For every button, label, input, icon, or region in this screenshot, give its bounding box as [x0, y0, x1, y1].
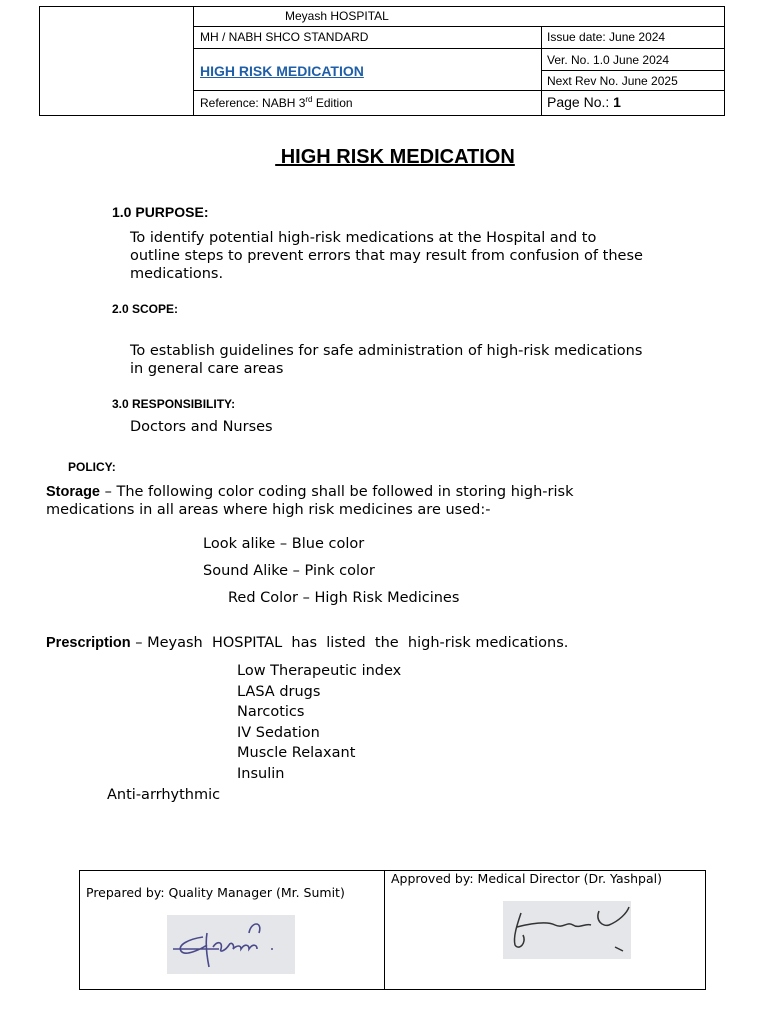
- medication-list: [237, 661, 401, 785]
- list-item: IV Sedation: [237, 724, 320, 741]
- color-code-sound-alike: Sound Alike – Pink color: [203, 563, 375, 579]
- header-divider: [541, 27, 542, 115]
- header-divider: [193, 48, 724, 49]
- signature-divider: [384, 871, 385, 989]
- color-code-look-alike: Look alike – Blue color: [203, 536, 365, 552]
- list-item: Low Therapeutic index: [237, 663, 402, 679]
- reference-suffix: Edition: [312, 96, 353, 110]
- reference-prefix: Reference: NABH 3: [200, 96, 306, 110]
- list-item-anti-arrhythmic: Anti-arrhythmic: [107, 787, 221, 803]
- header-divider: [193, 26, 724, 27]
- list-item: LASA drugs: [237, 683, 321, 700]
- approved-by: Approved by: Medical Director (Dr. Yashpal): [391, 871, 662, 886]
- storage-paragraph: [46, 483, 746, 519]
- document-header-table: [39, 6, 725, 116]
- scope-text: [130, 342, 642, 378]
- prescription-paragraph: [46, 634, 568, 652]
- header-divider: [541, 70, 724, 71]
- page-number: [547, 94, 621, 110]
- document-title-link[interactable]: HIGH RISK MEDICATION: [200, 63, 364, 79]
- page-label: Page No.:: [547, 94, 614, 110]
- purpose-line: outline steps to prevent errors that may result from confusion of these: [130, 248, 643, 264]
- hospital-name: Meyash HOSPITAL: [285, 9, 389, 23]
- header-divider: [193, 7, 194, 115]
- scope-line: in general care areas: [130, 361, 284, 377]
- version-number: Ver. No. 1.0 June 2024: [547, 53, 670, 67]
- storage-line: medications in all areas where high risk medicines are used:-: [46, 502, 491, 518]
- prescription-text: – Meyash HOSPITAL has listed the high-risk medications.: [130, 635, 569, 651]
- storage-label: Storage: [46, 484, 100, 500]
- scope-heading: 2.0 SCOPE:: [112, 302, 179, 316]
- standard-label: MH / NABH SHCO STANDARD: [200, 30, 369, 44]
- list-item: Muscle Relaxant: [237, 745, 356, 762]
- header-divider: [193, 90, 724, 91]
- medical-director-signature: [503, 901, 631, 959]
- signature-scribble: [503, 901, 631, 959]
- list-item: Insulin: [237, 765, 285, 782]
- purpose-text: [130, 229, 643, 283]
- quality-manager-signature: [167, 915, 295, 974]
- responsibility-heading: 3.0 RESPONSIBILITY:: [112, 397, 236, 411]
- prepared-by: Prepared by: Quality Manager (Mr. Sumit): [86, 885, 345, 900]
- list-item: Narcotics: [237, 704, 305, 721]
- scope-line: To establish guidelines for safe administration of high-risk medications: [130, 343, 643, 359]
- policy-heading: POLICY:: [68, 460, 116, 474]
- responsibility-text: Doctors and Nurses: [130, 419, 273, 435]
- purpose-line: medications.: [130, 266, 224, 282]
- color-code-red: Red Color – High Risk Medicines: [228, 590, 460, 606]
- signature-scribble: [167, 915, 295, 974]
- signature-table: [79, 870, 706, 990]
- next-revision: Next Rev No. June 2025: [547, 74, 678, 88]
- reference-superscript: rd: [305, 95, 313, 104]
- prescription-label: Prescription: [46, 635, 131, 651]
- page-title: HIGH RISK MEDICATION: [275, 146, 515, 168]
- issue-date: Issue date: June 2024: [547, 30, 666, 44]
- storage-text: – The following color coding shall be followed in storing high-risk: [100, 484, 574, 500]
- reference: [200, 95, 353, 110]
- page-number-value: 1: [613, 94, 621, 110]
- purpose-line: To identify potential high-risk medications at the Hospital and to: [130, 230, 597, 246]
- purpose-heading: 1.0 PURPOSE:: [112, 204, 209, 220]
